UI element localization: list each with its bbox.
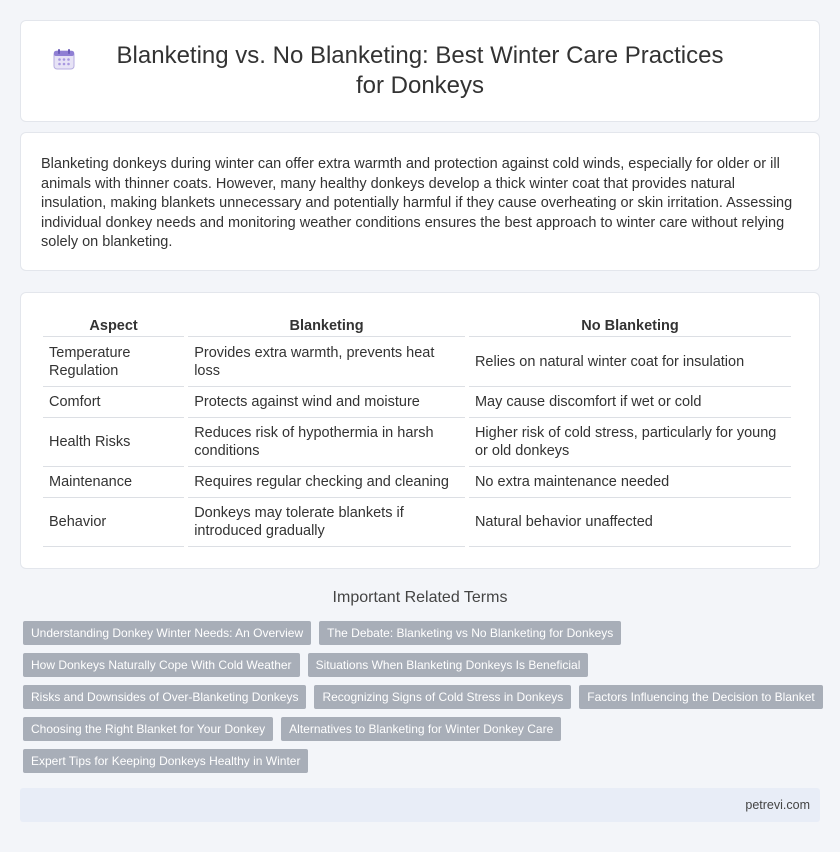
tag-row [23,621,823,645]
cell-aspect: Maintenance [43,467,184,498]
related-term-tag[interactable]: Factors Influencing the Decision to Blanket [579,685,822,709]
intro-paragraph: Blanketing donkeys during winter can offer extra warmth and protection against cold winds, especially for older or ill animals with thinner coats. However, many healthy donkeys develop a thick winter coat that provides natural insulation, making blankets unnecessary and potentially harmful if they cause overheating or skin irritation. Assessing individual donkey needs and monitoring weather conditions ensures the best approach to winter care without relying solely on blanketing. [41,156,793,251]
cell-aspect: Health Risks [43,418,184,467]
comparison-table [39,315,795,547]
table-row [43,418,791,467]
related-term-tag[interactable]: The Debate: Blanketing vs No Blanketing for Donkeys [319,621,621,645]
tag-row [23,749,823,773]
table-row [43,337,791,387]
table-row [43,387,791,418]
related-term-tag[interactable]: How Donkeys Naturally Cope With Cold Weather [23,653,300,677]
cell-blanketing: Donkeys may tolerate blankets if introduced gradually [188,498,465,547]
table-row [43,498,791,547]
related-term-tag[interactable]: Understanding Donkey Winter Needs: An Overview [23,621,311,645]
related-term-tag[interactable]: Recognizing Signs of Cold Stress in Donkeys [314,685,571,709]
related-terms-list [23,621,823,781]
tag-row [23,717,823,741]
cell-aspect: Temperature Regulation [43,337,184,387]
related-term-tag[interactable]: Expert Tips for Keeping Donkeys Healthy in Winter [23,749,308,773]
related-terms-heading: Important Related Terms [332,589,508,606]
footer [20,788,820,822]
cell-blanketing: Provides extra warmth, prevents heat loss [188,337,465,387]
cell-no-blanketing: May cause discomfort if wet or cold [469,387,791,418]
cell-blanketing: Protects against wind and moisture [188,387,465,418]
comparison-table-card [20,292,820,569]
table-header-row [43,315,791,337]
header-blanketing: Blanketing [188,315,465,337]
page-title: Blanketing vs. No Blanketing: Best Winter Care Practices for Donkeys [116,42,724,99]
cell-blanketing: Requires regular checking and cleaning [188,467,465,498]
cell-no-blanketing: Higher risk of cold stress, particularly for young or old donkeys [469,418,791,467]
header-no-blanketing: No Blanketing [469,315,791,337]
related-term-tag[interactable]: Risks and Downsides of Over-Blanketing Donkeys [23,685,306,709]
intro-card [20,132,820,271]
footer-site-link[interactable]: petrevi.com [745,798,810,812]
header-aspect: Aspect [43,315,184,337]
related-term-tag[interactable]: Choosing the Right Blanket for Your Donkey [23,717,273,741]
table-row [43,467,791,498]
title-wrap [100,41,740,101]
cell-aspect: Comfort [43,387,184,418]
tag-row [23,685,823,709]
cell-aspect: Behavior [43,498,184,547]
cell-no-blanketing: Relies on natural winter coat for insulation [469,337,791,387]
related-term-tag[interactable]: Alternatives to Blanketing for Winter Donkey Care [281,717,561,741]
cell-blanketing: Reduces risk of hypothermia in harsh conditions [188,418,465,467]
cell-no-blanketing: Natural behavior unaffected [469,498,791,547]
related-term-tag[interactable]: Situations When Blanketing Donkeys Is Beneficial [308,653,589,677]
title-card [20,20,820,122]
cell-no-blanketing: No extra maintenance needed [469,467,791,498]
tag-row [23,653,823,677]
calendar-icon [52,47,76,71]
